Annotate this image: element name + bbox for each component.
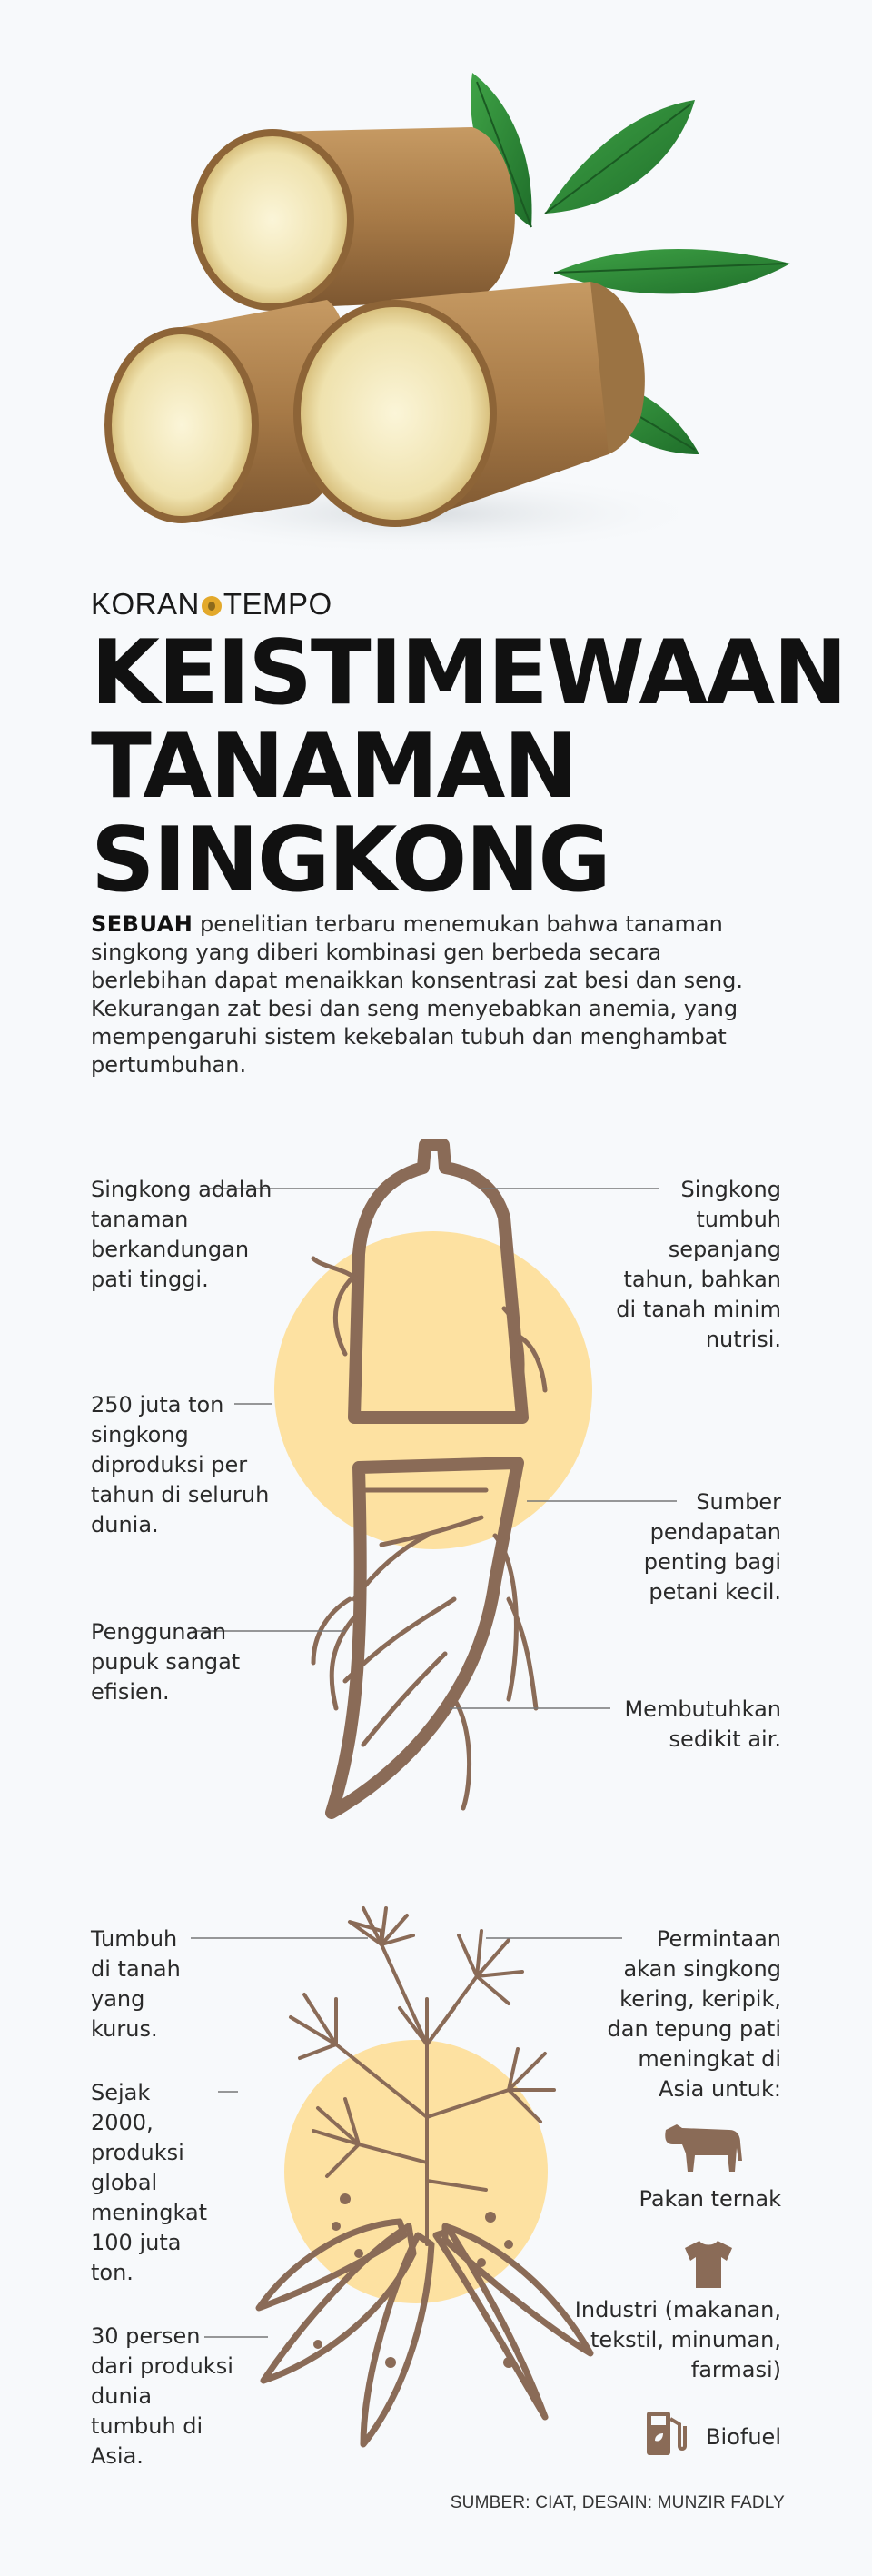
note-year-round: Singkong tumbuh sepanjang tahun, bahkan di tanah minim nutrisi. [616, 1177, 781, 1352]
shirt-icon [681, 2237, 736, 2290]
use-label-industry: Industri (makanan, tekstil, minuman, farmasi) [574, 2297, 781, 2382]
note-income-source: Sumber pendapatan penting bagi petani kecil. [643, 1489, 781, 1605]
leaf-palm-1 [350, 1908, 413, 1944]
note-fertilizer: Penggunaan pupuk sangat efisien. [91, 1619, 241, 1705]
intro-text: penelitian terbaru menemukan bahwa tanaman singkong yang diberi kombinasi gen berbeda secara berlebihan dapat menaikkan konsentrasi zat besi dan seng. Kekurangan zat besi dan seng menyebabkan anemia, yang mempengaruhi sistem kekebalan tubuh dan menghambat pertumbuhan. [91, 911, 744, 1078]
fuel-pump-icon [643, 2406, 689, 2459]
intro-lead: SEBUAH [91, 911, 193, 937]
title-line-3: SINGKONG [91, 809, 609, 912]
note-asia-demand: Permintaan akan singkong kering, keripik, dan tepung pati meningkat di Asia untuk: [607, 1926, 781, 2102]
note-little-water: Membutuhkan sedikit air. [624, 1696, 781, 1752]
title-line-1: KEISTIMEWAAN [91, 622, 847, 725]
leaf-palm-2 [459, 1931, 522, 2004]
note-high-starch: Singkong adalah tanaman berkandungan pati tinggi. [91, 1177, 272, 1292]
use-label-biofuel: Biofuel [706, 2424, 781, 2450]
leaf-palm-3 [291, 1994, 336, 2058]
brand-right-text: TEMPO [223, 587, 332, 621]
note-global-growth: Sejak 2000, produksi global meningkat 100 juta ton. [91, 2080, 208, 2285]
note-asia-share: 30 persen dari produksi dunia tumbuh di Asia. [91, 2323, 233, 2469]
brand-left-text: KORAN [91, 587, 200, 621]
note-poor-soil: Tumbuh di tanah yang kurus. [91, 1926, 181, 2042]
cow-icon [659, 2117, 749, 2176]
note-production: 250 juta ton singkong diproduksi per tahun di seluruh dunia. [91, 1392, 270, 1537]
accent-circle-2 [284, 2040, 548, 2303]
use-label-feed: Pakan ternak [639, 2186, 781, 2212]
title-line-2: TANAMAN [91, 715, 577, 819]
source-credit: SUMBER: CIAT, DESAIN: MUNZIR FADLY [450, 2493, 785, 2512]
